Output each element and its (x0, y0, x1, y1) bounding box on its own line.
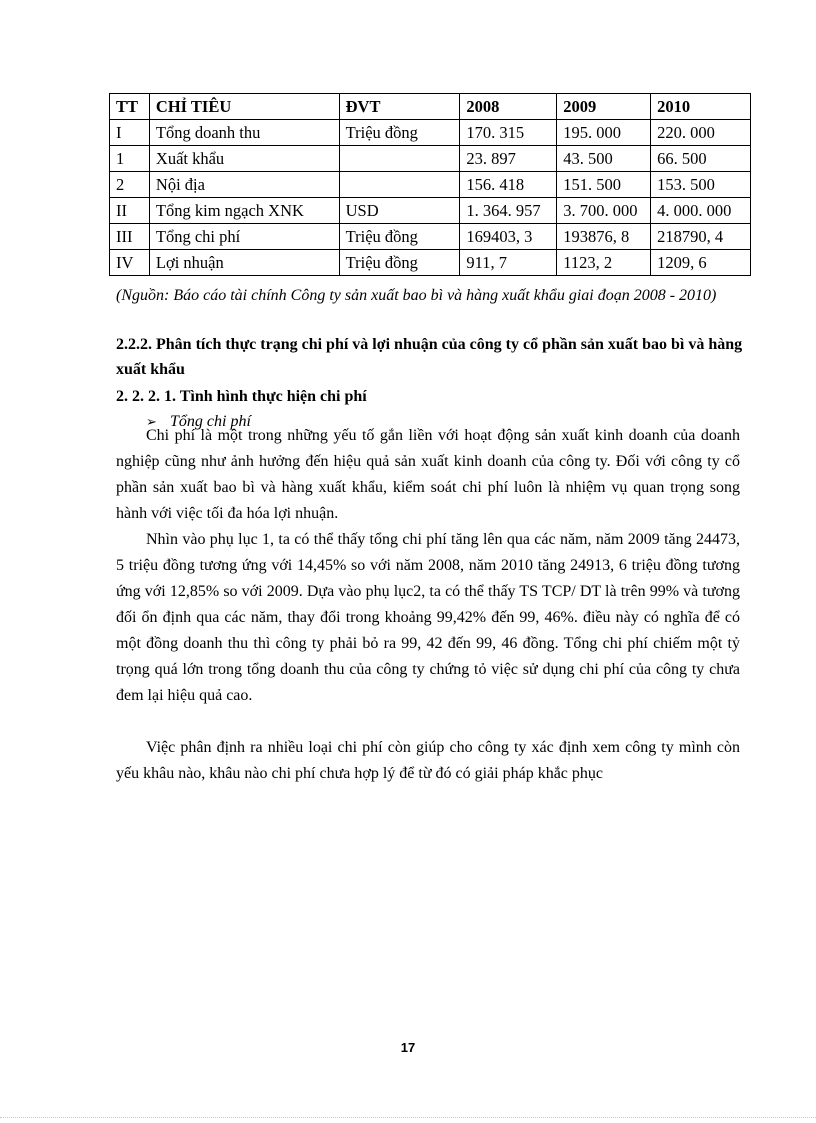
table-cell: 23. 897 (460, 146, 557, 172)
paragraph: Chi phí là một trong những yếu tố gắn liền với hoạt động sản xuất kinh doanh của doanh nghiệp cũng như ảnh hưởng đến hiệu quả sản xuất kinh doanh của công ty. Đối với công ty cổ phần sản xuất bao bì và hàng xuất khẩu, kiểm soát chi phí luôn là nhiệm vụ quan trọng song hành với việc tối đa hóa lợi nhuận. (116, 427, 740, 522)
table-header-cell: TT (110, 94, 150, 120)
table-header-cell: ĐVT (339, 94, 460, 120)
table-cell: 1. 364. 957 (460, 198, 557, 224)
table-row (110, 172, 751, 198)
table-header-cell: CHỈ TIÊU (149, 94, 339, 120)
table-cell: 220. 000 (651, 120, 751, 146)
table-cell: 170. 315 (460, 120, 557, 146)
table-cell: 1209, 6 (651, 250, 751, 276)
table-cell: 3. 700. 000 (557, 198, 651, 224)
paragraph: Nhìn vào phụ lục 1, ta có thể thấy tổng chi phí tăng lên qua các năm, năm 2009 tăng 24473, 5 triệu đồng tương ứng với 14,45% so với năm 2008, năm 2010 tăng 24913, 6 triệu đồng tương ứng với 12,85% so với 2009. Dựa vào phụ lục2, ta có thể thấy TS TCP/ DT là trên 99% và tương đối ổn định qua các năm, thay đổi trong khoảng 99,42% đến 99, 46%. điều này có nghĩa để có một đồng doanh thu thì công ty phải bỏ ra 99, 42 đến 99, 46 đồng. Tổng chi phí chiếm một tỷ trọng quá lớn trong tổng doanh thu của công ty chứng tỏ việc sử dụng chi phí của công ty chưa đem lại hiệu quả cao. (116, 531, 740, 704)
table-cell: II (110, 198, 150, 224)
table-cell: IV (110, 250, 150, 276)
table-cell: 911, 7 (460, 250, 557, 276)
table-row (110, 224, 751, 250)
table-cell: Nội địa (149, 172, 339, 198)
financial-table (109, 93, 751, 276)
section-heading-2-2-2-1: 2. 2. 2. 1. Tình hình thực hiện chi phí (116, 388, 367, 405)
table-cell: Xuất khẩu (149, 146, 339, 172)
table-cell: III (110, 224, 150, 250)
table-header-cell: 2008 (460, 94, 557, 120)
table-cell: Triệu đồng (339, 250, 460, 276)
table-cell: 151. 500 (557, 172, 651, 198)
table-cell: 195. 000 (557, 120, 651, 146)
table-cell: 4. 000. 000 (651, 198, 751, 224)
table-header-row (110, 94, 751, 120)
table-cell: I (110, 120, 150, 146)
table-cell: Lợi nhuận (149, 250, 339, 276)
table-cell: 218790, 4 (651, 224, 751, 250)
table-cell: Triệu đồng (339, 120, 460, 146)
table-cell: 1123, 2 (557, 250, 651, 276)
table-cell: 169403, 3 (460, 224, 557, 250)
table-cell: Tổng doanh thu (149, 120, 339, 146)
paragraph: Việc phân định ra nhiều loại chi phí còn giúp cho công ty xác định xem công ty mình còn yếu khâu nào, khâu nào chi phí chưa hợp lý để từ đó có giải pháp khắc phục (116, 739, 740, 782)
table-row (110, 198, 751, 224)
table-cell: USD (339, 198, 460, 224)
table-cell: Tổng chi phí (149, 224, 339, 250)
arrow-bullet-icon: ➢ (146, 414, 157, 429)
page-edge-divider (0, 1117, 816, 1118)
table-cell: Triệu đồng (339, 224, 460, 250)
table-cell: 1 (110, 146, 150, 172)
page-number: 17 (400, 1040, 416, 1055)
table-row (110, 250, 751, 276)
table-header-cell: 2009 (557, 94, 651, 120)
section-heading-2-2-2: 2.2.2. Phân tích thực trạng chi phí và lợi nhuận của công ty cổ phần sản xuất bao bì và hàng xuất khẩu (116, 336, 743, 378)
bullet-text: Tổng chi phí (170, 413, 251, 430)
table-cell (339, 172, 460, 198)
table-row (110, 146, 751, 172)
table-cell: Tổng kim ngạch XNK (149, 198, 339, 224)
table-header-cell: 2010 (651, 94, 751, 120)
table-source-note: (Nguồn: Báo cáo tài chính Công ty sản xuất bao bì và hàng xuất khẩu giai đoạn 2008 - 2010) (116, 287, 717, 304)
table-cell: 43. 500 (557, 146, 651, 172)
table-cell: 66. 500 (651, 146, 751, 172)
table-cell (339, 146, 460, 172)
table-cell: 2 (110, 172, 150, 198)
table-row (110, 120, 751, 146)
table-cell: 153. 500 (651, 172, 751, 198)
table-cell: 193876, 8 (557, 224, 651, 250)
table-cell: 156. 418 (460, 172, 557, 198)
